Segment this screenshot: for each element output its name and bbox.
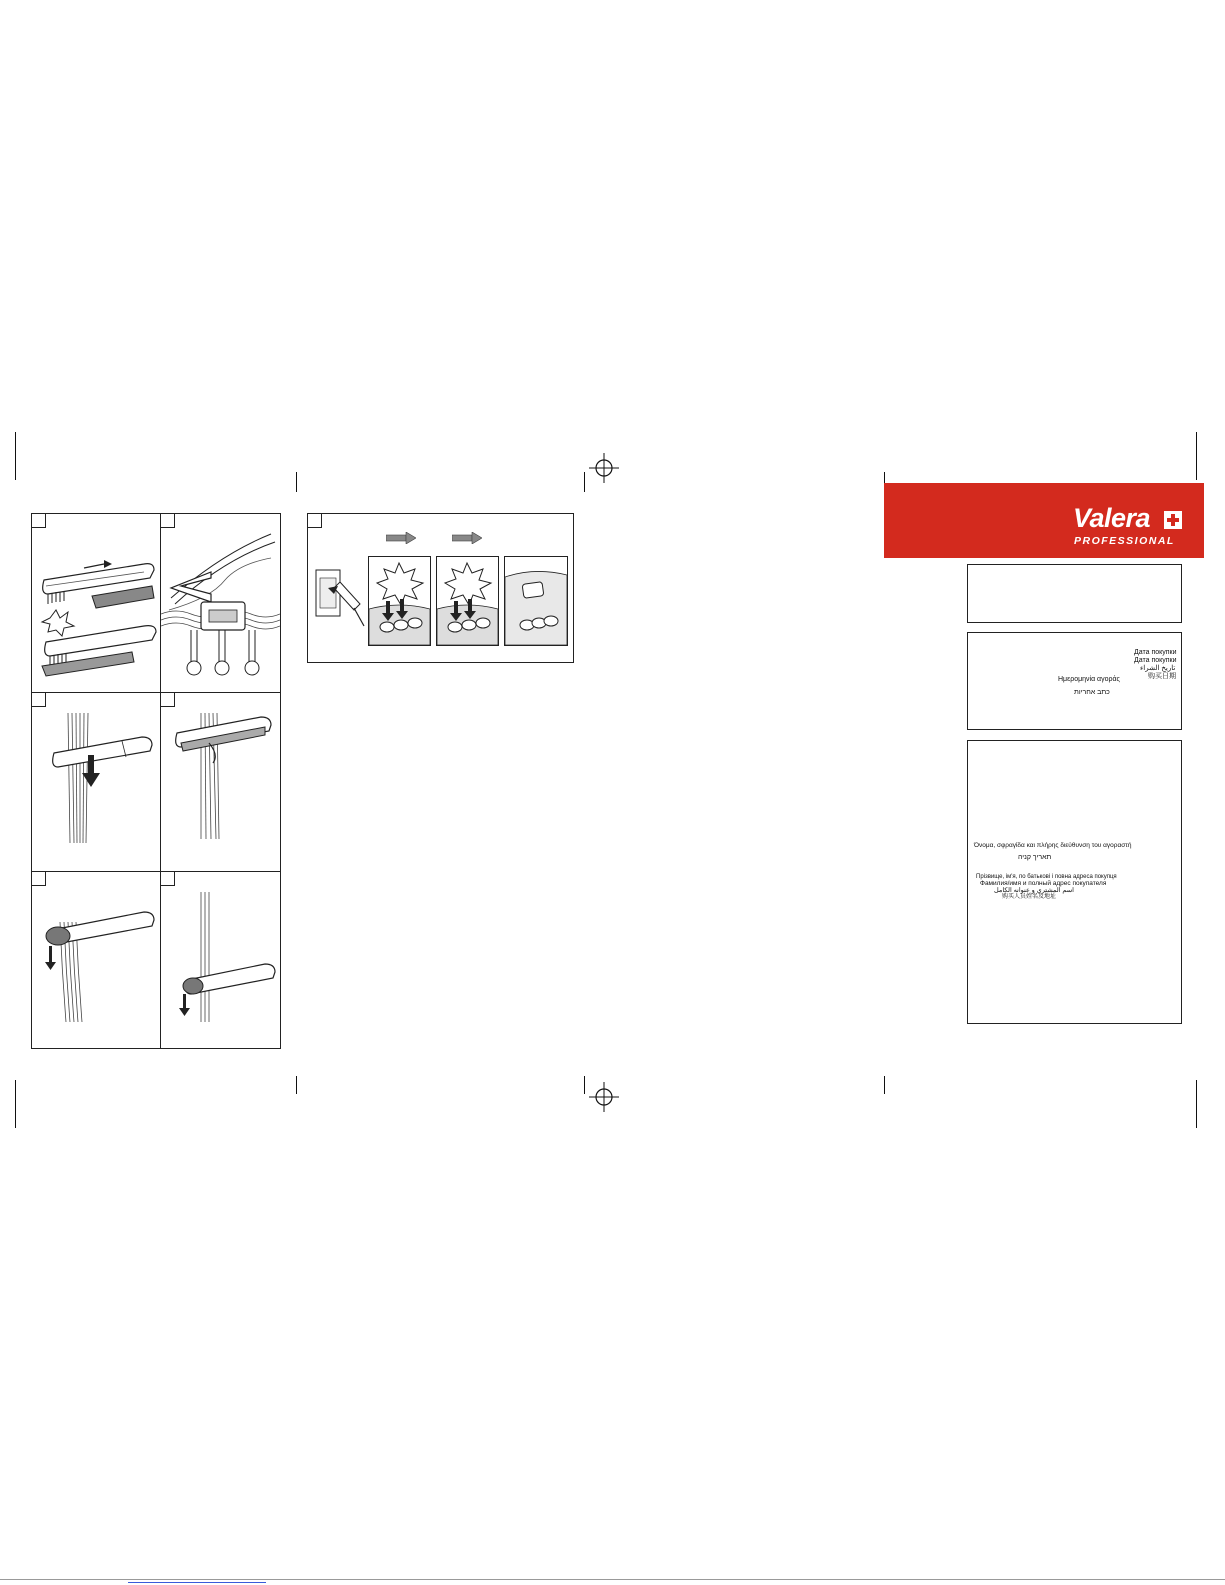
sequence-step-1: [368, 556, 431, 646]
warranty-box-date: [967, 632, 1182, 730]
panel-number: [308, 514, 322, 528]
illustration-panel-1: [31, 513, 161, 693]
hebrew-warranty-card: כתב אחריות: [1074, 689, 1110, 696]
buyer-line-3: اسم المشتري و عنوانه الكامل: [994, 887, 1074, 894]
hair-straightener-icon: [42, 560, 156, 676]
bottom-rule: [0, 1579, 1225, 1580]
brand-banner: [884, 483, 1204, 558]
illustration-panel-4: [160, 692, 281, 872]
plus-icon: [1164, 511, 1182, 529]
crop-mark-icon: [296, 472, 297, 492]
illustration-panel-5: [31, 871, 161, 1049]
purchase-date-label-4: 购买日期: [1148, 673, 1176, 680]
buyer-line-2: Фамилия/имя и полный адрес покупателя: [980, 880, 1107, 887]
arrow-right-icon: [452, 532, 482, 544]
greek-purchase-date: Ημερομηνία αγοράς: [1058, 676, 1120, 683]
buyer-line-4: 购买人员姓名及地址: [1002, 894, 1057, 900]
purchase-date-label-3: تاريخ الشراء: [1140, 665, 1176, 672]
warranty-box-stamp: [967, 564, 1182, 623]
panel-number: [161, 872, 175, 886]
arrow-right-icon: [386, 532, 416, 544]
panel-number: [32, 693, 46, 707]
panel-number: [161, 514, 175, 528]
purchase-date-label-2: Дата покупки: [1134, 657, 1177, 664]
plug-icon: [314, 564, 366, 634]
crop-mark-icon: [584, 472, 585, 492]
buyer-line-1: Прізвище, ім'я, по батькові і повна адреса покупця: [976, 874, 1117, 880]
panel-number: [161, 693, 175, 707]
crop-mark-icon: [15, 1080, 16, 1128]
sequence-step-2: [436, 556, 499, 646]
registration-mark-icon: [589, 1082, 619, 1112]
brand-logo: Valera: [1073, 503, 1151, 533]
greek-buyer-stamp: Όνομα, σφραγίδα και πλήρης διεύθυνση του αγοραστή: [974, 842, 1132, 849]
illustration-panel-2: [160, 513, 281, 693]
warranty-box-buyer: [967, 740, 1182, 1024]
sequence-step-3: [504, 556, 568, 646]
link-underline[interactable]: [128, 1582, 266, 1583]
crop-mark-icon: [15, 432, 16, 480]
registration-mark-icon: [589, 453, 619, 483]
crop-mark-icon: [884, 1076, 885, 1094]
crop-mark-icon: [296, 1076, 297, 1094]
panel-number: [32, 872, 46, 886]
brand-subtitle: PROFESSIONAL: [1074, 535, 1175, 547]
crop-mark-icon: [1196, 432, 1197, 480]
crop-mark-icon: [1196, 1080, 1197, 1128]
hebrew-purchase-date: תאריך קניה: [1018, 854, 1052, 861]
panel-number: [32, 514, 46, 528]
crop-mark-icon: [584, 1076, 585, 1094]
power-sequence-panel: [307, 513, 574, 663]
illustration-panel-3: [31, 692, 161, 872]
illustration-panel-6: [160, 871, 281, 1049]
purchase-date-label-1: Дата покупки: [1134, 649, 1177, 656]
